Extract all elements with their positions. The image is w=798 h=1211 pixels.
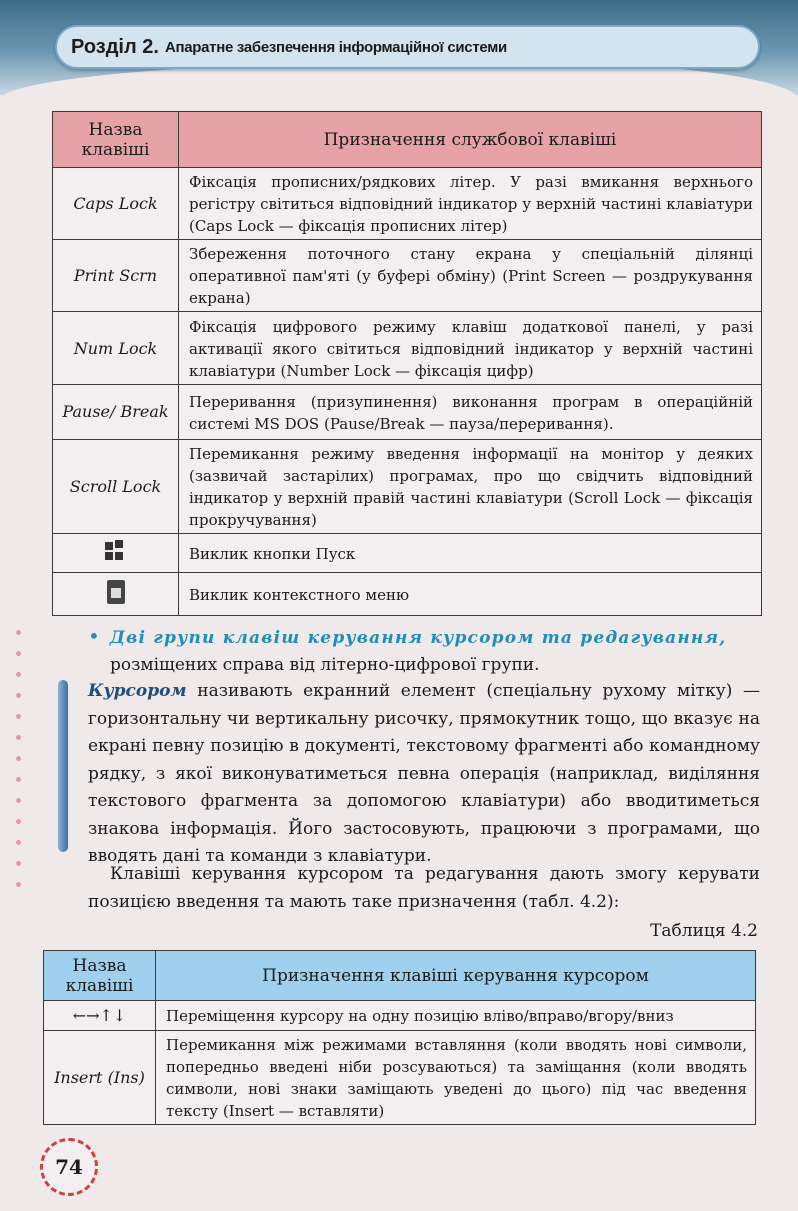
key-purpose: Збереження поточного стану екрана у спеціальній ділянці оперативної пам'яті (у буфері обміну) (Print Screen — роздрукування екрана) xyxy=(179,240,762,312)
context-menu-key-icon xyxy=(107,580,125,604)
table-row xyxy=(53,385,762,440)
key-icon-cell xyxy=(53,534,179,573)
key-name: Print Scrn xyxy=(53,240,179,312)
body-paragraph: Клавіші керування курсором та редагування дають змогу керувати позицією введення та мають таке призначення (табл. 4.2): xyxy=(88,864,760,912)
table-row xyxy=(53,440,762,534)
bullet-icon: • xyxy=(88,624,100,648)
table-row xyxy=(44,1001,756,1031)
definition-text xyxy=(88,678,760,871)
key-name: Pause/ Break xyxy=(53,385,179,440)
key-name: Caps Lock xyxy=(53,168,179,240)
section-title: Апаратне забезпечення інформаційної системи xyxy=(164,38,507,56)
definition-accent-bar xyxy=(58,680,68,852)
key-purpose: Перемикання режиму введення інформації на монітор у деяких (зазвичай застарілих) програмах, про що свідчить відповідний індикатор у верхній правій частині клавіатури (Scroll Lock — фіксація прокручування) xyxy=(179,440,762,534)
table-row xyxy=(53,573,762,616)
page-number: 74 xyxy=(40,1138,98,1196)
bullet-highlight: Дві групи клавіш керування курсором та редагування, xyxy=(109,628,727,648)
key-purpose: Виклик контекстного меню xyxy=(179,573,762,616)
table-caption: Таблиця 4.2 xyxy=(650,921,758,941)
service-keys-table xyxy=(52,111,762,616)
key-purpose: Фіксація цифрового режиму клавіш додаткової панелі, у разі активації якого світиться відповідний індикатор у верхній частині клавіатури (Number Lock — фіксація цифр) xyxy=(179,312,762,385)
column-header-purpose: Призначення службової клавіші xyxy=(179,112,762,168)
key-purpose: Фіксація прописних/рядкових літер. У разі вмикання верхнього регістру світиться відповідний індикатор у верхній частині клавіатури (Caps Lock — фіксація прописних літер) xyxy=(179,168,762,240)
margin-decoration xyxy=(14,630,24,930)
definition-body: називають екранний елемент (спеціальну рухому мітку) — горизонтальну чи вертикальну рисочку, прямокутник тощо, що вказує на екрані певну позицію в документі, текстовому фрагменті або командному рядку, з якої виконуватиметься певна операція (наприклад, виділяння текстового фрагмента за допомогою клавіатури) або вводитиметься знакова інформація. Його застосовують, працюючи з програмами, що вводять дані та команди з клавіатури. xyxy=(88,681,760,866)
key-name: Insert (Ins) xyxy=(44,1031,156,1125)
section-number: Розділ 2. xyxy=(71,35,159,58)
column-header-key: Назва клавіші xyxy=(44,951,156,1001)
windows-key-icon xyxy=(105,540,127,562)
column-header-purpose: Призначення клавіші керування курсором xyxy=(156,951,756,1001)
definition-block xyxy=(58,678,760,866)
key-purpose: Переміщення курсору на одну позицію вліво/вправо/вгору/вниз xyxy=(156,1001,756,1031)
key-purpose: Переривання (призупинення) виконання програм в операційній системі MS DOS (Pause/Break — пауза/переривання). xyxy=(179,385,762,440)
section-header xyxy=(55,25,760,69)
table-row xyxy=(53,534,762,573)
key-name: Num Lock xyxy=(53,312,179,385)
table-header-row xyxy=(44,951,756,1001)
bullet-item xyxy=(88,623,768,679)
table-row xyxy=(44,1031,756,1125)
table-row xyxy=(53,312,762,385)
table-header-row xyxy=(53,112,762,168)
key-name: Scroll Lock xyxy=(53,440,179,534)
table-row xyxy=(53,240,762,312)
key-icon-cell xyxy=(53,573,179,616)
definition-term: Курсором xyxy=(88,681,187,701)
table-row xyxy=(53,168,762,240)
key-name: ←→↑↓ xyxy=(44,1001,156,1031)
cursor-keys-table xyxy=(43,950,756,1125)
key-purpose: Перемикання між режимами вставляння (коли вводять нові символи, попередньо введені ніби розсуваються) та заміщання (коли вводять символи, нові знаки заміщають уведені до цього) під час введення тексту (Insert — вставляти) xyxy=(156,1031,756,1125)
column-header-key: Назва клавіші xyxy=(53,112,179,168)
bullet-rest: розміщених справа від літерно-цифрової групи. xyxy=(110,655,540,675)
key-purpose: Виклик кнопки Пуск xyxy=(179,534,762,573)
